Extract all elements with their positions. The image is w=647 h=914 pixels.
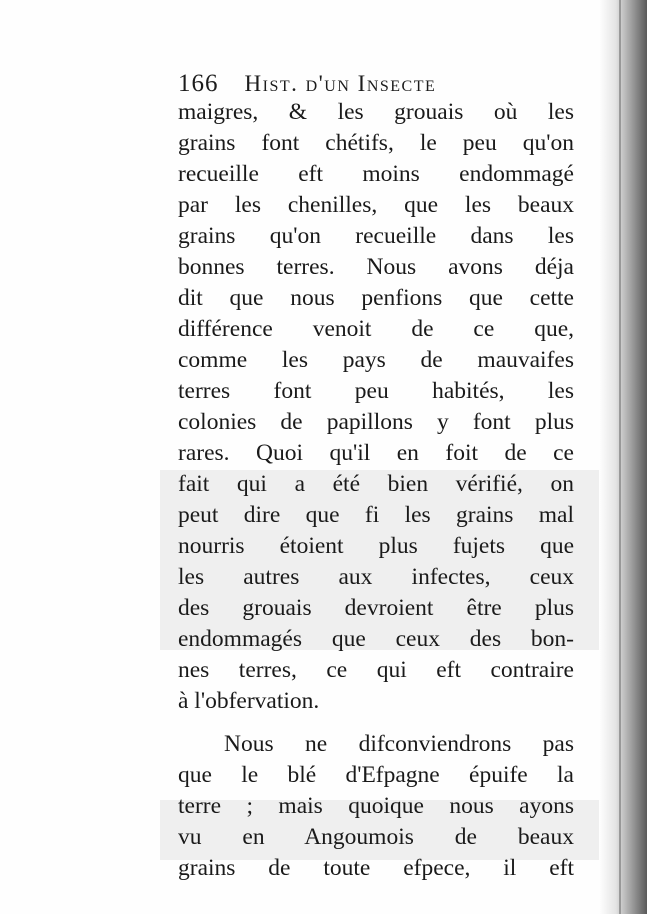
text-line: nes terres, ce qui eft contraire [178,657,574,683]
body-text [178,97,574,884]
text-line: comme les pays de mauvaifes [178,347,574,373]
text-line: fait qui a été bien vérifié, on [178,471,574,497]
binding-edge [619,0,621,914]
text-line: grains qu'on recueille dans les [178,223,574,249]
text-line: différence venoit de ce que, [178,316,574,342]
text-line: rares. Quoi qu'il en foit de ce [178,440,574,466]
binding-gutter [599,0,647,914]
text-line: grains font chétifs, le peu qu'on [178,130,574,156]
text-line: Nous ne difconviendrons pas [224,731,574,757]
text-line: à l'obfervation. [178,688,320,714]
text-line: terres font peu habités, les [178,378,574,404]
text-line: colonies de papillons y font plus [178,409,574,435]
text-line: nourris étoient plus fujets que [178,533,574,559]
text-line: recueille eft moins endommagé [178,161,574,187]
page-number: 166 [178,70,219,97]
text-line: maigres, & les grouais où les [178,99,574,125]
text-line: des grouais devroient être plus [178,595,574,621]
text-line: grains de toute efpece, il eft [178,855,574,881]
text-line: par les chenilles, que les beaux [178,192,574,218]
text-line: les autres aux infectes, ceux [178,564,574,590]
text-line: terre ; mais quoique nous ayons [178,793,574,819]
text-line: vu en Angoumois de beaux [178,824,574,850]
text-line: peut dire que fi les grains mal [178,502,574,528]
text-line: dit que nous penfions que cette [178,285,574,311]
text-line: bonnes terres. Nous avons déja [178,254,574,280]
running-title: Hist. d'un Insecte [244,71,437,96]
text-line: que le blé d'Efpagne épuife la [178,762,574,788]
text-line: endommagés que ceux des bon- [178,626,574,652]
